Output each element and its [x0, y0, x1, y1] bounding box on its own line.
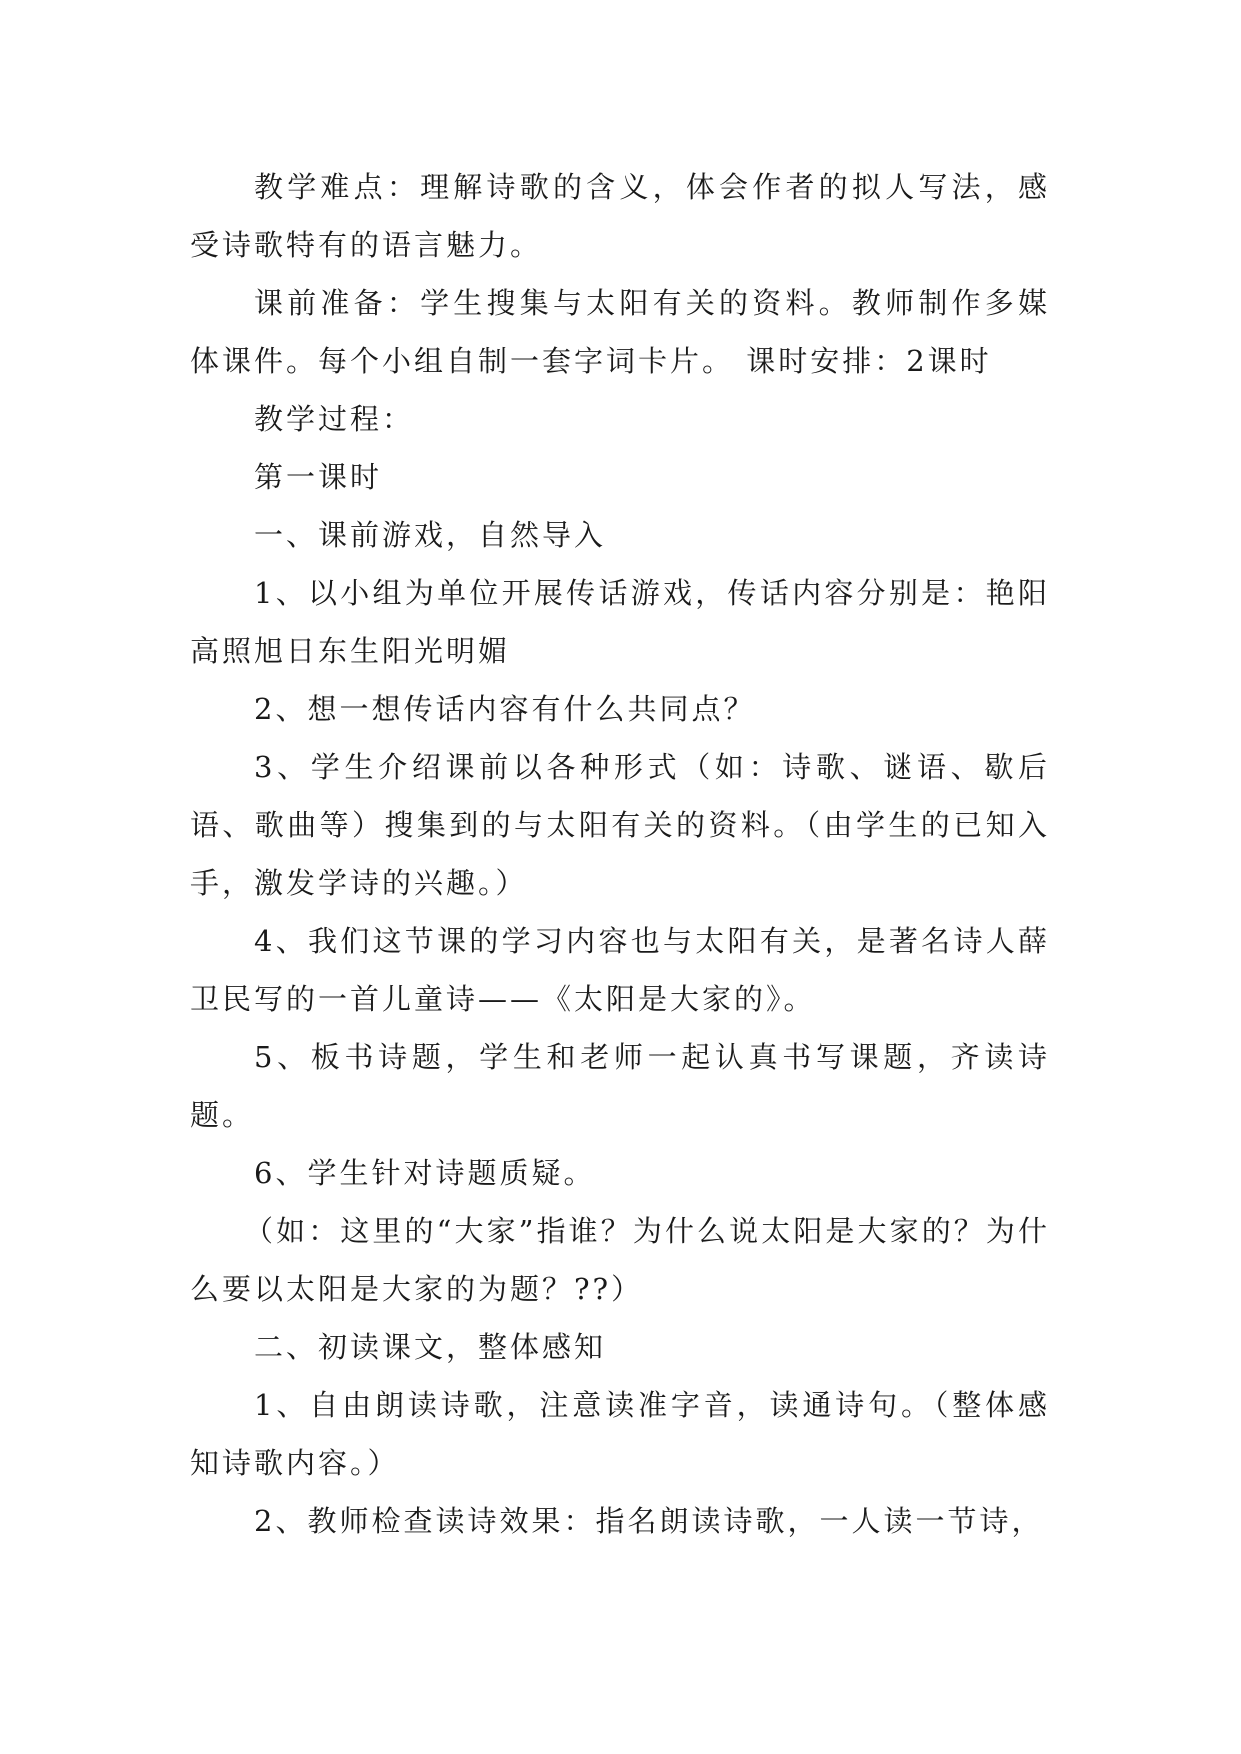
- paragraph-item-5: 5、板书诗题，学生和老师一起认真书写课题，齐读诗题。: [190, 1040, 1050, 1132]
- paragraph-item-6: 6、学生针对诗题质疑。: [254, 1156, 596, 1190]
- paragraph-section-two-heading: 二、初读课文，整体感知: [254, 1330, 607, 1364]
- paragraph-reading-item-2: 2、教师检查读诗效果：指名朗读诗歌，一人读一节诗，: [254, 1504, 1044, 1538]
- paragraph-item-3: 3、学生介绍课前以各种形式（如：诗歌、谜语、歇后语、歌曲等）搜集到的与太阳有关的资料。（由学生的已知入手，激发学诗的兴趣。）: [190, 750, 1050, 900]
- paragraph-item-2: 2、想一想传话内容有什么共同点？: [254, 692, 756, 726]
- document-body: [190, 158, 1050, 1550]
- paragraph-process-heading: 教学过程：: [254, 402, 415, 436]
- paragraph-section-one-heading: 一、课前游戏，自然导入: [254, 518, 607, 552]
- paragraph-first-lesson: 第一课时: [254, 460, 383, 494]
- paragraph-preparation: 课前准备：学生搜集与太阳有关的资料。教师制作多媒体课件。每个小组自制一套字词卡片。 课时安排：2课时: [190, 286, 1050, 378]
- paragraph-item-1: 1、以小组为单位开展传话游戏，传话内容分别是：艳阳高照旭日东生阳光明媚: [190, 576, 1050, 668]
- paragraph-question-examples: （如：这里的“大家”指谁？为什么说太阳是大家的？为什么要以太阳是大家的为题？??）: [190, 1214, 1050, 1306]
- paragraph-reading-item-1: 1、自由朗读诗歌，注意读准字音，读通诗句。（整体感知诗歌内容。）: [190, 1388, 1050, 1480]
- paragraph-item-4: 4、我们这节课的学习内容也与太阳有关，是著名诗人薛卫民写的一首儿童诗——《太阳是大家的》。: [190, 924, 1050, 1016]
- paragraph-teaching-difficulty: 教学难点：理解诗歌的含义，体会作者的拟人写法，感受诗歌特有的语言魅力。: [190, 170, 1050, 262]
